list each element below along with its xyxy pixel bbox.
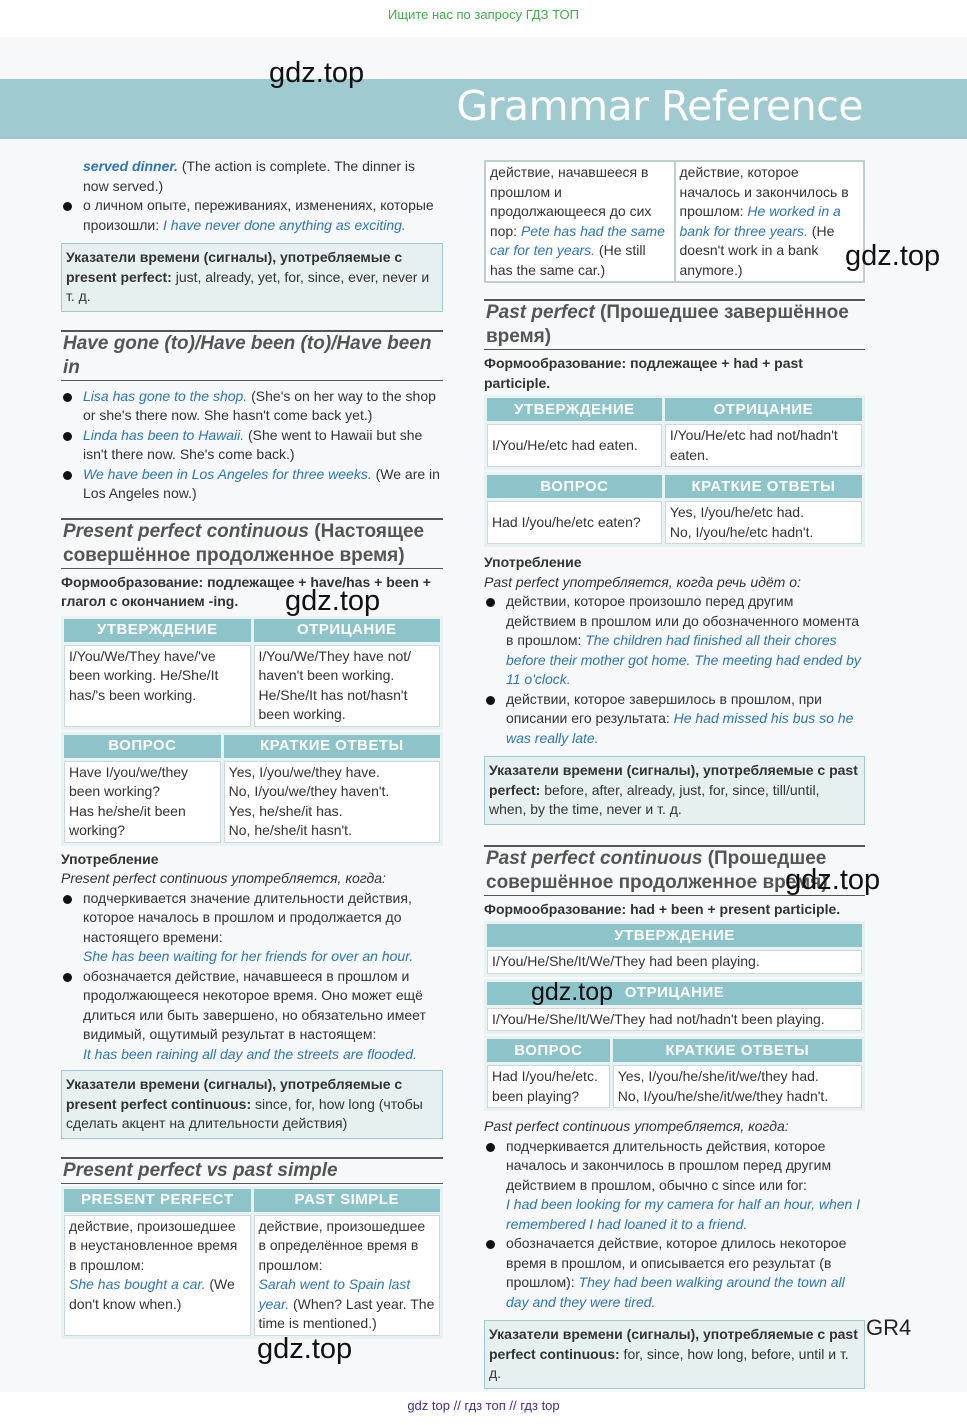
list-item [61,967,443,1065]
list-item [61,465,443,504]
list-item [484,1137,865,1235]
signal-label: Указатели времени (сигналы), употребляемые с past perfect: [489,762,858,798]
heading-present-perfect-continuous [61,518,443,569]
usage-example: They had been walking around the town all day and they were tired. [506,1274,845,1310]
list-item [484,1234,865,1312]
heading-ru: (Настоящее совершённое продолженное время) [63,520,425,566]
table-header: ОТРИЦАНИЕ [254,619,441,642]
table-cell: I/You/We/They have not/ haven't been working. He/She/It has not/hasn't been working. [254,645,441,727]
watermark: gdz.top [257,1333,353,1365]
ppc-table-question [61,732,443,846]
signal-words: for, since, how long, before, until и т. д. [489,1345,849,1381]
ppc-table-statement [484,921,865,977]
table-header: ОТРИЦАНИЕ [665,398,862,421]
signal-label: Указатели времени (сигналы), употребляемые с present perfect continuous: [66,1076,403,1112]
table-header: УТВЕРЖДЕНИЕ [487,398,662,421]
signal-box-present-perfect [61,243,443,312]
signal-label: Указатели времени (сигналы), употребляемые с present perfect: [66,249,403,285]
ppc-usage-intro: Past perfect continuous употребляется, когда: [484,1118,789,1134]
signal-label: Указатели времени (сигналы), употребляемые с past perfect continuous: [489,1326,858,1362]
cell-example: She has bought a car. [69,1276,206,1292]
usage-text: подчеркивается длительность действия, которое началось и закончилось в прошлом перед другим действием в прошлом, обычно с since или for: [506,1137,832,1193]
table-cell [224,761,440,843]
table-cell: I/You/He/etc had not/hadn't eaten. [665,424,862,467]
list-item [484,690,865,749]
signal-box-past-perfect [484,756,865,825]
watermark: gdz.top [285,585,381,617]
intro-bullets [61,196,443,235]
heading-ru: (Прошедшее совершённое продолженное время) [486,847,828,893]
table-cell: Had I/you/he/etc eaten? [487,501,662,544]
heading-past-perfect [484,299,865,350]
cell-note: (He still has the same car.) [490,242,646,278]
top-search-hint[interactable]: Ищите нас по запросу ГДЗ ТОП [388,7,579,22]
heading-ru: (Прошедшее завершённое время) [486,302,849,347]
intro-note: (The action is complete. The dinner is now served.) [83,158,416,194]
pp-vs-ps-table [61,1186,443,1339]
ppc-formation: Формообразование: had + been + present participle. [484,900,841,917]
note: (We are in Los Angeles now.) [83,465,440,501]
bullet-example: I have never done anything as exciting. [163,216,406,233]
cell-note: (We don't know when.) [69,1276,235,1312]
answer-line: No, I/you/we/they haven't. [228,783,390,799]
table-cell [64,761,221,843]
pp-usage-intro: Past perfect употребляется, когда речь идёт о: [484,573,801,590]
answer-line: No, I/you/he/she/it/we/they hadn't. [617,1087,829,1104]
cell-text: действие, произошедшее в определённое время в прошлом: [258,1217,426,1273]
signal-box-ppc [484,1320,865,1389]
pp-formation: Формообразование: подлежащее + had + past participle. [484,355,803,391]
table-header: КРАТКИЕ ОТВЕТЫ [613,1039,862,1062]
question-line: Has he/she/it been working? [69,802,186,838]
page-title: Grammar Reference [456,82,863,130]
question-line: Have I/you/we/they been working? [69,763,189,799]
table-cell: I/You/We/They have/'ve been working. He/She/It has/'s been working. [64,645,251,727]
ppc-usage-list [61,889,443,1065]
usage-example: She has been waiting for her friends for over an hour. [83,948,414,964]
signal-words: before, after, already, just, for, since, till/until, when, by the time, never и т. д. [489,781,820,817]
pp-table-statement [484,395,865,470]
example: Linda has been to Hawaii. [83,426,245,443]
table-cell: I/You/He/She/It/We/They had not/hadn't been playing. [487,1008,862,1032]
example: Lisa has gone to the shop. [83,387,248,404]
bullet-text: о личном опыте, переживаниях, изменениях, которые произошли: [83,197,434,233]
list-item [61,196,443,235]
list-item [484,592,865,690]
have-gone-list [61,387,443,504]
usage-text: действии, которое завершилось в прошлом, при описании его результата: [506,690,822,726]
left-column [61,157,443,1339]
answer-line: Yes, I/you/he/etc had. [669,504,804,520]
usage-example: The children had finished all their chores before their mother got home. The meeting had ended by 11 o'clock. [506,632,861,687]
heading-en: Past perfect continuous [486,847,703,869]
table-header: ВОПРОС [64,735,221,758]
table-cell [64,1215,251,1336]
cell-example: Sarah went to Spain last year. [258,1276,411,1312]
heading-en: Past perfect [486,302,595,323]
table-header: ВОПРОС [487,475,662,498]
list-item [61,387,443,426]
table-header: ВОПРОС [487,1039,610,1062]
ppc-formation: Формообразование: подлежащее + have/has + been + глагол с окончанием -ing. [61,573,431,609]
page-number: GR4 [866,1315,912,1340]
table-cell [613,1065,862,1108]
bottom-links[interactable]: gdz top // гдз топ // гдз top [407,1398,560,1413]
pp-table-question [484,472,865,547]
cell-example: Pete has had the same car for ten years. [490,222,665,258]
cell-note: (He doesn't work in a bank anymore.) [679,222,835,278]
ppc-usage-list [484,1137,865,1313]
right-column [484,160,865,1389]
heading-en: Present perfect continuous [63,520,309,542]
ppc-table-question [484,1036,865,1111]
watermark: gdz.top [845,240,941,272]
signal-box-ppc [61,1070,443,1139]
heading-have-gone: Have gone (to)/Have been (to)/Have been in [61,330,443,381]
answer-line: Yes, I/you/he/she/it/we/they had. [617,1068,819,1084]
list-item [61,426,443,465]
table-cell [665,501,862,544]
cell-text: действие, начавшееся в прошлом и продолжающееся до сих пор: [490,164,652,239]
cell-note: (When? Last year. The time is mentioned.) [258,1295,435,1331]
table-header: УТВЕРЖДЕНИЕ [487,924,862,947]
usage-text: обозначается действие, начавшееся в прошлом и продолжающееся некоторое время. Оно может ещё длиться или быть завершено, но обязательно имеет видимый, ощутимый результат в настоящем: [83,967,426,1042]
table-cell [254,1215,441,1336]
usage-text: обозначается действие, которое длилось некоторое время в прошлом, и описывается его результат (в прошлом): [506,1235,847,1290]
cell-example: He worked in a bank for three years. [679,203,841,239]
table-header: PRESENT PERFECT [64,1189,251,1212]
example: We have been in Los Angeles for three weeks. [83,465,372,482]
table-cell [675,161,865,282]
intro-continuation [61,157,443,196]
note: (She's on her way to the shop or she's there now. She hasn't come back yet.) [83,387,436,423]
cell-text: действие, произошедшее в неустановленное время в прошлом: [69,1217,238,1273]
note: (She went to Hawaii but she isn't there now. She's come back.) [83,426,423,462]
answer-line: No, he/she/it hasn't. [228,822,352,838]
usage-text: действии, которое произошло перед другим действием в прошлом или до обозначенного момента в прошлом: [506,593,860,648]
list-item [61,889,443,967]
table-header: КРАТКИЕ ОТВЕТЫ [665,475,862,498]
table-cell [485,161,675,282]
answer-line: Yes, he/she/it has. [228,802,343,819]
signal-words: since, for, how long (чтобы сделать акцент на длительности действия) [66,1095,423,1131]
pp-usage-list [484,592,865,748]
table-header: УТВЕРЖДЕНИЕ [64,619,251,642]
ppc-usage-intro: Present perfect continuous употребляется, когда: [61,870,386,886]
answer-line: No, I/you/he/etc hadn't. [669,523,814,540]
ppc-table-statement [61,616,443,730]
pp-vs-ps-continued-table [484,160,865,283]
usage-title: Употребление [61,850,159,867]
answer-line: Yes, I/you/we/they have. [228,763,380,780]
usage-example: He had missed his bus so he was really late. [506,710,854,746]
usage-text: подчеркивается значение длительности действия, которое началось в прошлом и продолжается до настоящего времени: [83,889,412,945]
table-cell: Had I/you/he/etc. been playing? [487,1065,610,1108]
table-cell: I/You/He/etc had eaten. [487,424,662,467]
signal-words: just, already, yet, for, since, ever, never и т. д. [66,268,430,304]
cell-text: действие, которое началось и закончилось в прошлом: [679,164,849,219]
table-cell: I/You/He/She/It/We/They had been playing. [487,950,862,974]
table-header: КРАТКИЕ ОТВЕТЫ [224,735,440,758]
watermark: gdz.top [785,864,881,896]
watermark: gdz.top [269,57,365,89]
usage-example: I had been looking for my camera for half an hour, when I remembered I had loaned it to a friend. [506,1196,861,1232]
usage-title: Употребление [484,554,582,570]
intro-example: served dinner. [83,158,178,174]
table-header: ОТРИЦАНИЕ [487,982,862,1005]
heading-pp-vs-ps: Present perfect vs past simple [61,1157,443,1184]
watermark: gdz.top [531,978,614,1006]
usage-example: It has been raining all day and the streets are flooded. [83,1045,417,1062]
table-header: PAST SIMPLE [254,1189,441,1212]
